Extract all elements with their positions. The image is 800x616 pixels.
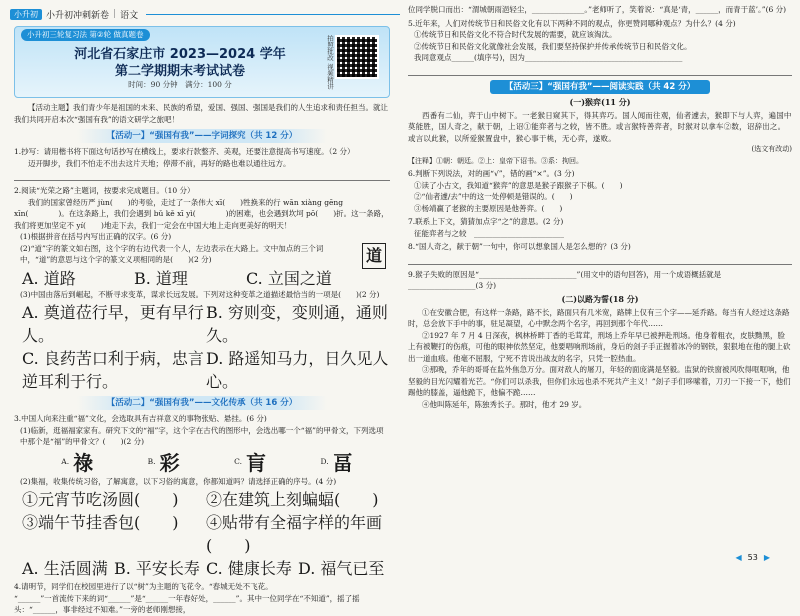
activity-one-title: 【活动一】“强国有我”——字词探究（共 12 分） (77, 129, 327, 143)
q3-sub2: (2)集福，收集传统习俗，了解寓意，以下习俗的寓意，你都知道吗？请选择正确的序号。(4 分) (20, 476, 337, 486)
q5-answer-line[interactable] (408, 66, 792, 76)
exam-meta: 时间：90 分钟 满分：100 分 (128, 80, 232, 89)
q6-stem: 6.判断下列说法，对的画“√”，错的画“×”。(3 分) (408, 169, 575, 178)
page-number: 53 (747, 553, 758, 562)
q1-stem: 1.抄写：请用楷书将下面这句话抄写在横线上，要求行款整齐、美观，还要注意提高书写速度。（2 分） (14, 147, 355, 156)
qr-label: 拍照批改 视频精讲 (326, 35, 334, 90)
series-tag: 小升初 (10, 9, 42, 20)
q2-sub2-options (14, 266, 358, 289)
fu-glyph-image: 彩 (159, 451, 180, 475)
option[interactable]: C. 立国之道 (246, 268, 332, 288)
q6-item[interactable]: ②“仙者遽/去”中的这一处停顿是错误的。( ) (414, 192, 573, 201)
prev-page-icon[interactable]: ◀ (735, 553, 742, 562)
subject-label: 语文 (120, 10, 139, 21)
q2-passage: 我们的国家曾经历严 jùn( )的考验，走过了一条伟大 xī( )牲换来的行 wān xiàng gēng xīn( )。在这条路上，我们会遇到 bǔ kě xī yì( )的困难，也会遇到坎坷 pō( )折。这一条路，我们将更加坚定不 yí( )地走下去，我们一定会在中国大地上走向更美好的明天！ (14, 197, 389, 230)
custom-item[interactable]: ④贴带有全福字样的年画( ) (206, 513, 383, 555)
exam-banner (14, 26, 390, 98)
glyph-option-letter: C. (234, 457, 242, 466)
custom-item[interactable]: ①元宵节吃汤圆( ) (22, 490, 179, 509)
reading-one-title: (一)猴弈(11 分) (569, 96, 631, 107)
q5-view1: ①传统节日和民俗文化不符合时代发展的需要，就应该淘汰。 (414, 30, 617, 39)
glyph-option-b[interactable] (148, 447, 180, 476)
q8-stem: 8.“国人奇之，献于朝”一句中，你可以想象国人是怎么想的？(3 分) (408, 242, 631, 251)
q6-item[interactable]: ①读了小古文，我知道“猴弈”的意思是猴子跟猴子下棋。( ) (414, 180, 623, 190)
custom-item[interactable]: ②在建筑上刻蝙蝠( ) (206, 490, 379, 509)
custom-item[interactable]: ③端午节挂香包( ) (22, 513, 179, 532)
q3-sub2-options (14, 556, 390, 579)
q1-copy-text: 迈开脚步，我们不怕走不出去这片天地；停滞不前，再好的路也难以通往远方。 (28, 158, 291, 168)
page-header (10, 6, 400, 22)
glyph-option-c[interactable] (234, 447, 266, 476)
q1-writing-line[interactable] (14, 171, 390, 181)
reading-two-para4: ④他叫陈延年，陈独秀长子。那时，他才 29 岁。 (422, 399, 587, 409)
q2-stem: 2.阅读“光荣之路”主题词，按要求完成题目。（10 分） (14, 186, 195, 195)
activity-three-title: 【活动三】“强国有我”——阅读实践（共 42 分） (490, 80, 710, 94)
q5-view2: ②传统节日和民俗文化就像社会发展，我们要坚持保护并传承传统节日和民俗文化。 (414, 41, 692, 51)
q6-item[interactable]: ③杨靖赢了老猴的主要原因是他善弈。( ) (414, 203, 563, 213)
option[interactable]: B. 平安长寿 (114, 559, 200, 578)
reading-two-para1: ①在安徽合肥，有这样一条路，路不长，路面只有几米宽，路牌上仅有三个字——延乔路。每当有人经过这条路时，总会放下手中的事，驻足凝望，心中默念两个名字，再回到那个年代…… (408, 307, 790, 328)
option[interactable]: A. 奠道莅行早，更有早行人。 (22, 303, 204, 345)
reading-one-source: (选文有改动) (751, 145, 792, 153)
glyph-option-letter: D. (320, 457, 329, 466)
option[interactable]: D. 福气已至 (298, 559, 385, 578)
q2-sub1: (1)根据拼音在括号内写出正确的汉字。(6 分) (20, 232, 172, 241)
reading-two-title: (二)以路为誓(18 分) (561, 293, 639, 304)
q3-sub2-items (14, 487, 390, 556)
header-rule (146, 14, 400, 15)
exam-title-line2: 第二学期期末考试试卷 (114, 64, 245, 79)
q2-sub3: (3)中国由落后到崛起，不断寻求变革，谋求长远发展。下列对这种变革之道描述最恰当的一项是( )(2 分) (20, 289, 380, 299)
q5-stem: 5.近年来，人们对传统节日和民俗文化有以下两种不同的观点，你更赞同哪种观点？为什么？(4 分) (408, 18, 736, 28)
glyph-option-letter: A. (61, 457, 70, 466)
q7-item[interactable]: 征能弈者与之较 ________________________ (414, 228, 564, 238)
glyph-option-a[interactable] (61, 447, 93, 476)
q9-stem: 9.猴子失败的原因是“__________________________”(用文中的语句回答)，用一个成语概括就是__________________(3 分) (408, 269, 722, 290)
option[interactable]: A. 生活圆满 (22, 559, 108, 578)
option[interactable]: A. 道路 (22, 268, 76, 288)
glyph-option-d[interactable] (321, 447, 353, 476)
fu-glyph-image: 肓 (245, 451, 266, 475)
option[interactable]: D. 路遥知马力，日久见人心。 (206, 349, 389, 391)
q2-sub2: (2)“道”字的篆文如右图，这个字的右边代表一个人，左边表示在大路上。文中加点的三个词中，“道”的意思与这个字的篆文义项相同的是( )(2 分) (20, 243, 324, 264)
activity-two-title: 【活动二】“强国有我”——文化传承（共 16 分） (77, 396, 327, 410)
page-number-area (736, 553, 771, 562)
series-title: 小升初冲刺新卷 (46, 10, 110, 21)
fu-glyph-options (14, 448, 390, 476)
option[interactable]: C. 良药苦口利于病，忠言逆耳利于行。 (22, 349, 204, 391)
option[interactable]: C. 健康长寿 (206, 559, 292, 578)
q4-stem: 4.请明节，同学们在校园里进行了以“树”为主题的飞花令。“春城无处不飞花。 (14, 582, 273, 591)
option[interactable]: B. 穷则变，变则通，通则久。 (206, 303, 388, 345)
reading-two-para2: ②1927 年 7 月 4 日深夜，枫林桥畔丁香的毛茸茸，刑场上乔年早已被押赴刑场。他身着粗衣，皮肤黝黑，脸上有被鞭打的伤痕，可他的眼神依然坚定，他要唱响刑场前，身后的刽子手正握着冰冷的钢铁，狠狠地在他的腿上砍出一道血痕。他毫不屈服，宁死不肯说出战友的名字，只凭一腔热血。 (408, 330, 791, 363)
q7-stem: 7.联系上下文，猜猜加点字“之”的意思。(2 分) (408, 217, 564, 226)
fu-glyph-image: 畐 (332, 451, 353, 475)
fu-glyph-image: 祿 (73, 451, 94, 475)
exam-title-line1: 河北省石家庄市 2023—2024 学年 (74, 47, 286, 62)
q5-answer[interactable]: 我同意观点______(填序号)，因为__________________________________________ (414, 53, 683, 62)
q2-sub3-options (14, 300, 390, 392)
left-column (14, 26, 390, 614)
next-page-icon[interactable]: ▶ (763, 553, 770, 562)
header-separator: | (113, 9, 117, 19)
q3-stem: 3.中国人向来注重“福”文化，会选取具有吉祥意义的事物张贴、悬挂。(6 分) (14, 414, 267, 423)
q8-answer-line[interactable] (408, 255, 792, 265)
dao-seal-character-icon: 道 (362, 243, 386, 269)
option[interactable]: B. 道理 (134, 268, 188, 288)
q2-sub2-block (14, 243, 390, 266)
q3-sub1: (1)临新，逛福福家家有。研究下文的“福”字，这个字在古代的图形中，会选出哪一个“福”的甲骨文，下列选项中那个是“福”的甲骨文？( )(2 分) (20, 425, 384, 446)
reading-two-para3: ③那晚，乔年的哥哥在监外焦急万分。面对敌人的屠刀，年轻的面庞满是坚毅。监狱的铁窗被风吹得哐哐响，他坚毅的目光闪耀着光芒。“你们可以杀我，但你们永远也杀不死共产主义！”刽子手们哆嗦着，刀刃一下接一下，他们踢他的膝盖，逼他跪下，他偏不跪…… (408, 365, 791, 397)
reading-one-text: 西番有二仙，弈于山中树下。一老猴日窥其下，得其弈巧。国人闻而往观，仙者遽去，猴即下与人弈，遍国中莫能胜，国人奇之，献于朝，上诏①能弈者与之较，皆不胜。或言猴特善弈者，时猴对以拿车②数，诏辞出之。或言以此猴，以所爱猴置盘中，猴心事于桃，无心弈，遂败。 (408, 110, 792, 143)
reading-one-notes: 【注释】①朝：朝廷。②上：皇帝下诏书。③系：拘回。 (408, 156, 583, 165)
glyph-option-letter: B. (147, 457, 156, 466)
banner-strip: 小升初三轮复习法 第②轮 做真题卷 (21, 29, 150, 41)
right-column (408, 4, 792, 562)
qr-code-icon[interactable] (335, 35, 379, 79)
q4-continued: 位同学脱口而出：“渭城朝雨浥轻尘，______________。”老师听了，笑着说：“真是‘青，______，而青于蓝’。”(6 分) (408, 5, 787, 14)
q4-text: “______”一首流传下来的词“______”是“______一年春好处，______”。其中一位同学在“不知道”，摇了摇头：“______，事非经过不知难。”一旁的老师刚想接， (14, 593, 360, 614)
activity-intro: 【活动主题】我们青少年是祖国的未来、民族的希望，爱国、强国、强国是我们的人生追求和责任担当。就让我们共同开启本次“强国有我”的语文研学之旅吧！ (14, 103, 388, 124)
